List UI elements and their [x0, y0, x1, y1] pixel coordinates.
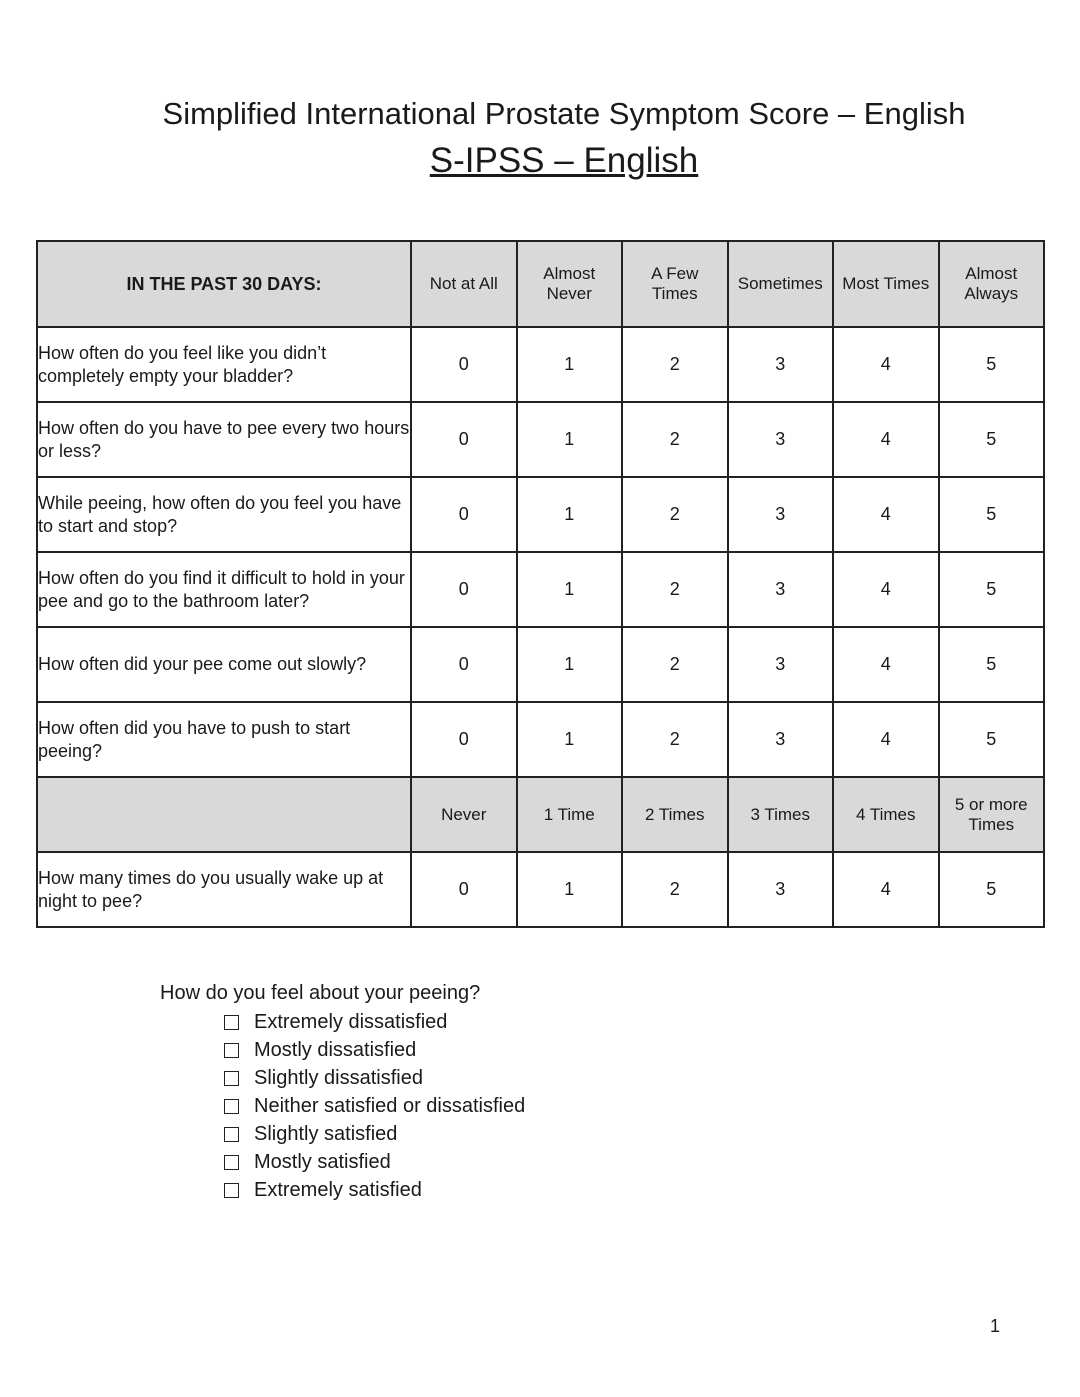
option-label: Slightly dissatisfied — [254, 1066, 423, 1089]
checkbox-icon[interactable] — [224, 1071, 239, 1086]
column-header: Most Times — [833, 241, 939, 327]
column-header: Almost Never — [517, 241, 623, 327]
checkbox-icon[interactable] — [224, 1183, 239, 1198]
checkbox-icon[interactable] — [224, 1155, 239, 1170]
question-text: How often did your pee come out slowly? — [37, 627, 411, 702]
score-cell[interactable]: 2 — [622, 627, 728, 702]
column-header: 4 Times — [833, 777, 939, 852]
score-cell[interactable]: 4 — [833, 552, 939, 627]
symptom-score-table — [36, 240, 1045, 928]
score-cell[interactable]: 4 — [833, 627, 939, 702]
column-header: 1 Time — [517, 777, 623, 852]
column-header: 3 Times — [728, 777, 834, 852]
score-cell[interactable]: 4 — [833, 402, 939, 477]
column-header: 5 or more Times — [939, 777, 1045, 852]
score-cell[interactable]: 4 — [833, 852, 939, 927]
score-cell[interactable]: 3 — [728, 702, 834, 777]
option-label: Mostly dissatisfied — [254, 1038, 417, 1061]
score-cell[interactable]: 5 — [939, 852, 1045, 927]
score-cell[interactable]: 4 — [833, 702, 939, 777]
table-row — [37, 552, 1044, 627]
header-label: IN THE PAST 30 DAYS: — [37, 241, 411, 327]
score-cell[interactable]: 0 — [411, 702, 517, 777]
score-cell[interactable]: 1 — [517, 627, 623, 702]
checkbox-icon[interactable] — [224, 1043, 239, 1058]
score-cell[interactable]: 1 — [517, 852, 623, 927]
score-cell[interactable]: 0 — [411, 477, 517, 552]
satisfaction-option[interactable] — [224, 1064, 544, 1092]
nocturia-header-label — [37, 777, 411, 852]
score-cell[interactable]: 3 — [728, 402, 834, 477]
score-cell[interactable]: 2 — [622, 702, 728, 777]
score-cell[interactable]: 1 — [517, 702, 623, 777]
table-row — [37, 327, 1044, 402]
satisfaction-section — [160, 980, 526, 1204]
satisfaction-option[interactable] — [224, 1008, 544, 1036]
score-cell[interactable]: 2 — [622, 552, 728, 627]
table-row — [37, 402, 1044, 477]
table-row — [37, 477, 1044, 552]
page-number: 1 — [990, 1316, 1001, 1336]
score-cell[interactable]: 5 — [939, 702, 1045, 777]
score-cell[interactable]: 5 — [939, 402, 1045, 477]
satisfaction-option[interactable] — [224, 1092, 544, 1120]
score-cell[interactable]: 3 — [728, 627, 834, 702]
option-label: Slightly satisfied — [254, 1122, 398, 1145]
score-cell[interactable]: 0 — [411, 852, 517, 927]
document-title: Simplified International Prostate Symptom Score – English — [162, 96, 966, 131]
score-cell[interactable]: 3 — [728, 852, 834, 927]
column-header: Never — [411, 777, 517, 852]
column-header: Sometimes — [728, 241, 834, 327]
score-cell[interactable]: 5 — [939, 327, 1045, 402]
table-row — [37, 702, 1044, 777]
table-row — [37, 852, 1044, 927]
checkbox-icon[interactable] — [224, 1099, 239, 1114]
table-header-row — [37, 241, 1044, 327]
satisfaction-option[interactable] — [224, 1120, 544, 1148]
score-cell[interactable]: 0 — [411, 627, 517, 702]
score-cell[interactable]: 2 — [622, 327, 728, 402]
score-cell[interactable]: 1 — [517, 552, 623, 627]
score-cell[interactable]: 4 — [833, 327, 939, 402]
question-text: While peeing, how often do you feel you have to start and stop? — [37, 477, 411, 552]
score-cell[interactable]: 3 — [728, 552, 834, 627]
column-header: 2 Times — [622, 777, 728, 852]
satisfaction-option[interactable] — [224, 1148, 544, 1176]
checkbox-icon[interactable] — [224, 1127, 239, 1142]
score-cell[interactable]: 2 — [622, 402, 728, 477]
satisfaction-option[interactable] — [224, 1036, 544, 1064]
score-cell[interactable]: 1 — [517, 327, 623, 402]
score-cell[interactable]: 3 — [728, 327, 834, 402]
question-text: How many times do you usually wake up at night to pee? — [37, 852, 411, 927]
score-cell[interactable]: 5 — [939, 477, 1045, 552]
column-header: Not at All — [411, 241, 517, 327]
score-cell[interactable]: 5 — [939, 627, 1045, 702]
table-row — [37, 627, 1044, 702]
score-cell[interactable]: 5 — [939, 552, 1045, 627]
question-text: How often do you feel like you didn’t completely empty your bladder? — [37, 327, 411, 402]
column-header: A Few Times — [622, 241, 728, 327]
score-cell[interactable]: 2 — [622, 477, 728, 552]
question-text: How often do you find it difficult to hold in your pee and go to the bathroom later? — [37, 552, 411, 627]
option-label: Neither satisfied or dissatisfied — [254, 1094, 526, 1117]
nocturia-header-row — [37, 777, 1044, 852]
score-cell[interactable]: 0 — [411, 552, 517, 627]
score-cell[interactable]: 0 — [411, 402, 517, 477]
question-text: How often did you have to push to start peeing? — [37, 702, 411, 777]
score-cell[interactable]: 4 — [833, 477, 939, 552]
option-label: Extremely satisfied — [254, 1178, 422, 1201]
column-header: Almost Always — [939, 241, 1045, 327]
score-cell[interactable]: 3 — [728, 477, 834, 552]
score-cell[interactable]: 0 — [411, 327, 517, 402]
option-label: Extremely dissatisfied — [254, 1010, 448, 1033]
score-cell[interactable]: 1 — [517, 402, 623, 477]
score-cell[interactable]: 1 — [517, 477, 623, 552]
score-cell[interactable]: 2 — [622, 852, 728, 927]
satisfaction-option[interactable] — [224, 1176, 544, 1204]
checkbox-icon[interactable] — [224, 1015, 239, 1030]
satisfaction-question: How do you feel about your peeing? — [160, 982, 481, 1004]
document-subtitle: S-IPSS – English — [429, 141, 699, 180]
option-label: Mostly satisfied — [254, 1150, 391, 1173]
question-text: How often do you have to pee every two hours or less? — [37, 402, 411, 477]
